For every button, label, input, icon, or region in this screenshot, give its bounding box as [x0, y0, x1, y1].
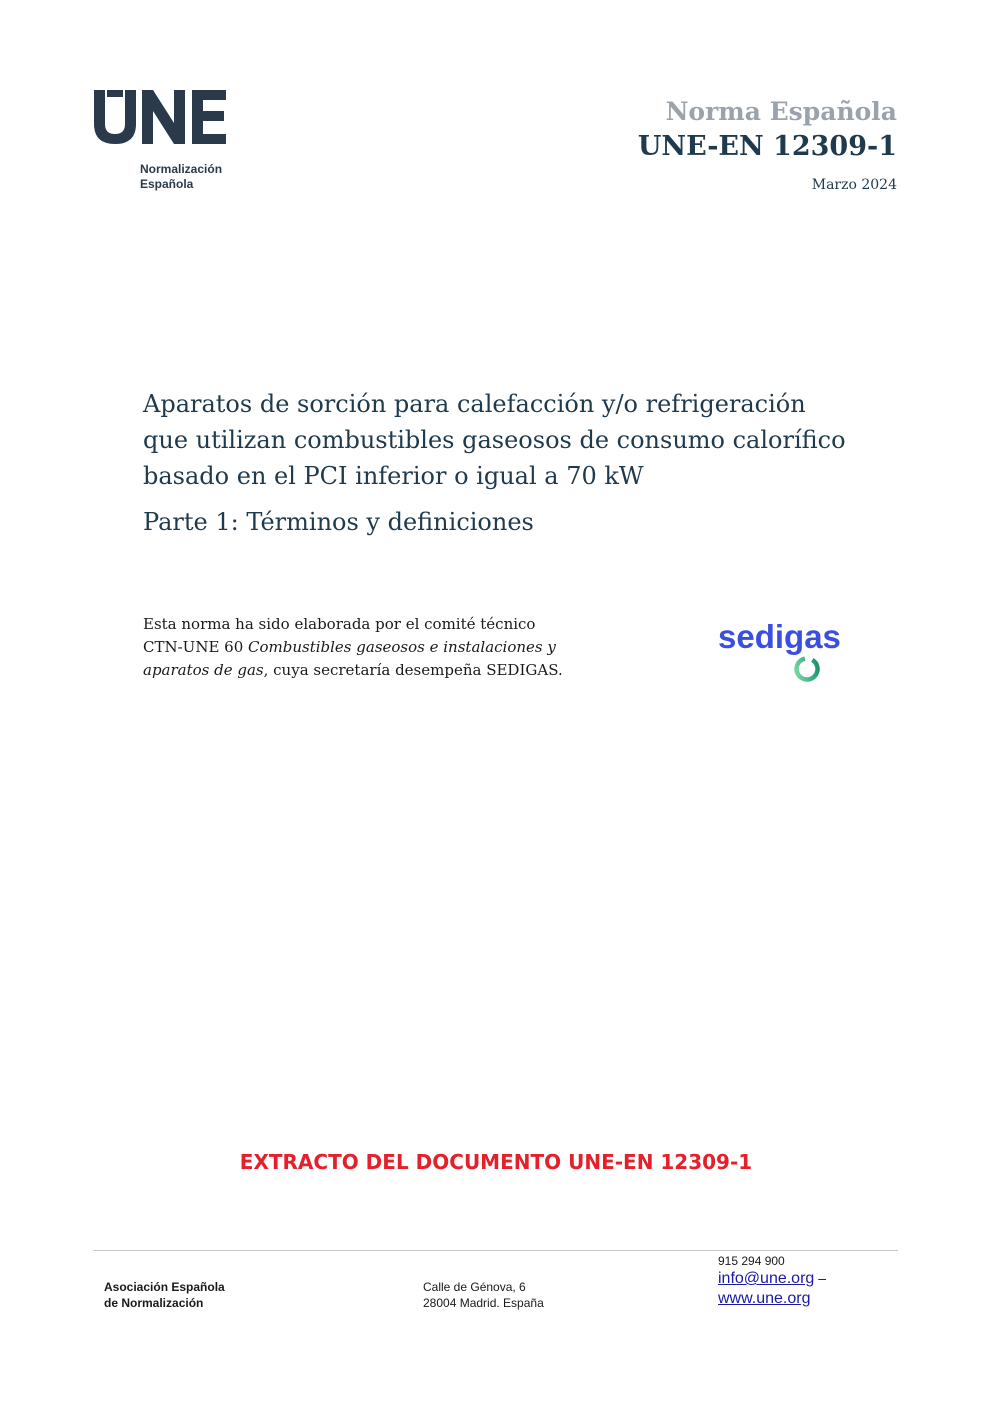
sedigas-ring-icon: [792, 654, 822, 684]
title-line: basado en el PCI inferior o igual a 70 kW: [143, 462, 644, 490]
title-part: Parte 1: Términos y definiciones: [143, 508, 534, 536]
committee-name-part2: aparatos de gas: [143, 661, 264, 679]
standard-code: UNE-EN 12309-1: [637, 131, 897, 162]
footer-address: [423, 1279, 544, 1311]
footer-org-line2: de Normalización: [104, 1296, 204, 1310]
committee-line3: [143, 659, 623, 682]
title-main: [143, 386, 923, 494]
sedigas-logo: [718, 618, 868, 688]
une-subtitle-line1: Normalización: [140, 162, 223, 176]
footer-address-line2: 28004 Madrid. España: [423, 1296, 544, 1310]
committee-secretariat: , cuya secretaría desempeña SEDIGAS.: [263, 661, 563, 679]
une-logo-mark: [92, 88, 232, 148]
committee-name-part1: Combustibles gaseosos e instalaciones y: [248, 638, 556, 656]
footer-separator: –: [814, 1270, 826, 1286]
publication-date: Marzo 2024: [811, 177, 897, 193]
committee-code: CTN-UNE 60: [143, 638, 249, 656]
standard-title: [143, 386, 923, 540]
footer-organization: [104, 1279, 225, 1311]
email-link[interactable]: info@une.org: [718, 1270, 815, 1287]
footer-divider: [93, 1250, 898, 1251]
footer-org-line1: Asociación Española: [104, 1280, 225, 1294]
standard-header: [638, 95, 897, 195]
une-subtitle-line2: Española: [140, 177, 194, 191]
committee-line1: Esta norma ha sido elaborada por el comité técnico: [143, 615, 536, 633]
title-line: Aparatos de sorción para calefacción y/o refrigeración: [143, 390, 806, 418]
footer-contact: [718, 1253, 826, 1309]
footer-phone: 915 294 900: [718, 1254, 785, 1268]
sedigas-logo-text: sedigas: [718, 618, 841, 655]
extract-notice: EXTRACTO DEL DOCUMENTO UNE-EN 12309-1: [239, 1150, 753, 1174]
title-line: que utilizan combustibles gaseosos de consumo calorífico: [143, 426, 846, 454]
committee-statement: [143, 613, 623, 682]
standard-type-label: Norma Española: [665, 97, 897, 126]
une-logo-subtitle: [140, 162, 222, 192]
website-link[interactable]: www.une.org: [718, 1290, 811, 1307]
footer-address-line1: Calle de Génova, 6: [423, 1280, 526, 1294]
committee-line2: [143, 636, 623, 659]
